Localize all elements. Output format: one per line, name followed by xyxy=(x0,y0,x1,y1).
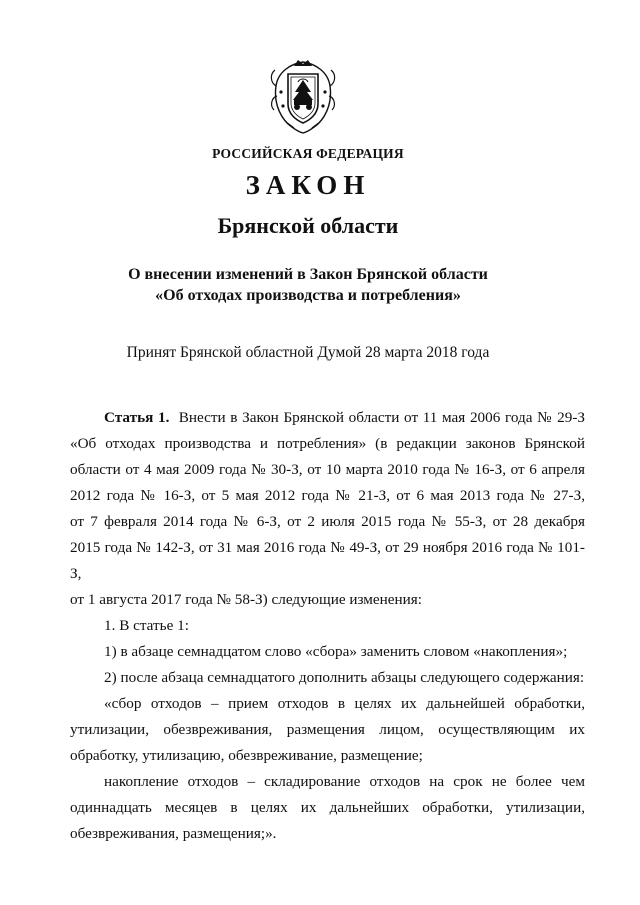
bryansk-coat-of-arms-icon xyxy=(268,56,338,134)
item-1: 1. В статье 1: xyxy=(104,617,189,634)
law-title-line-2: «Об отходах производства и потребления» xyxy=(155,287,461,304)
quote-1-line-3: обработку, утилизацию, обезвреживание, размещение; xyxy=(70,747,423,764)
article-line-2: «Об отходах производства и потребления» (в редакции законов Брянской xyxy=(70,435,585,452)
federation-heading: РОССИЙСКАЯ ФЕДЕРАЦИЯ xyxy=(212,146,404,161)
law-title-line-1: О внесении изменений в Закон Брянской области xyxy=(128,266,488,283)
law-title xyxy=(0,264,628,306)
region-heading: Брянской области xyxy=(217,213,399,238)
article-line-1: Статья 1. Внести в Закон Брянской области от 11 мая 2006 года № 29-З xyxy=(104,409,586,426)
article-label: Статья 1. xyxy=(104,409,170,426)
article-line-5: от 7 февраля 2014 года № 6-З, от 2 июля 2015 года № 55-З, от 28 декабря xyxy=(70,513,585,530)
article-line-7: от 1 августа 2017 года № 58-З) следующие изменения: xyxy=(70,591,422,608)
subitem-2: 2) после абзаца семнадцатого дополнить абзацы следующего содержания: xyxy=(104,669,585,686)
quote-1-line-2: утилизации, обезвреживания, размещения лицом, осуществляющим их xyxy=(70,721,585,738)
law-body xyxy=(70,405,585,847)
article-line-6: 2015 года № 142-З, от 31 мая 2016 года № 49-З, от 29 ноября 2016 года № 101-З, xyxy=(70,539,585,582)
adoption-note: Принят Брянской областной Думой 28 марта 2018 года xyxy=(126,344,490,361)
quote-2-line-3: обезвреживания, размещения;». xyxy=(70,825,277,842)
subitem-1: 1) в абзаце семнадцатом слово «сбора» заменить словом «накопления»; xyxy=(104,643,568,660)
quote-2-line-1: накопление отходов – складирование отходов на срок не более чем xyxy=(104,773,585,790)
document-type-heading: ЗАКОН xyxy=(245,170,371,200)
article-line-3: области от 4 мая 2009 года № 30-З, от 10 марта 2010 года № 16-З, от 6 апреля xyxy=(70,461,585,478)
article-line-4: 2012 года № 16-З, от 5 мая 2012 года № 21-З, от 6 мая 2013 года № 27-З, xyxy=(70,487,585,504)
quote-2-line-2: одиннадцать месяцев в целях их дальнейших обработки, утилизации, xyxy=(70,799,585,816)
quote-1-line-1: «сбор отходов – прием отходов в целях их дальнейшей обработки, xyxy=(104,695,585,712)
